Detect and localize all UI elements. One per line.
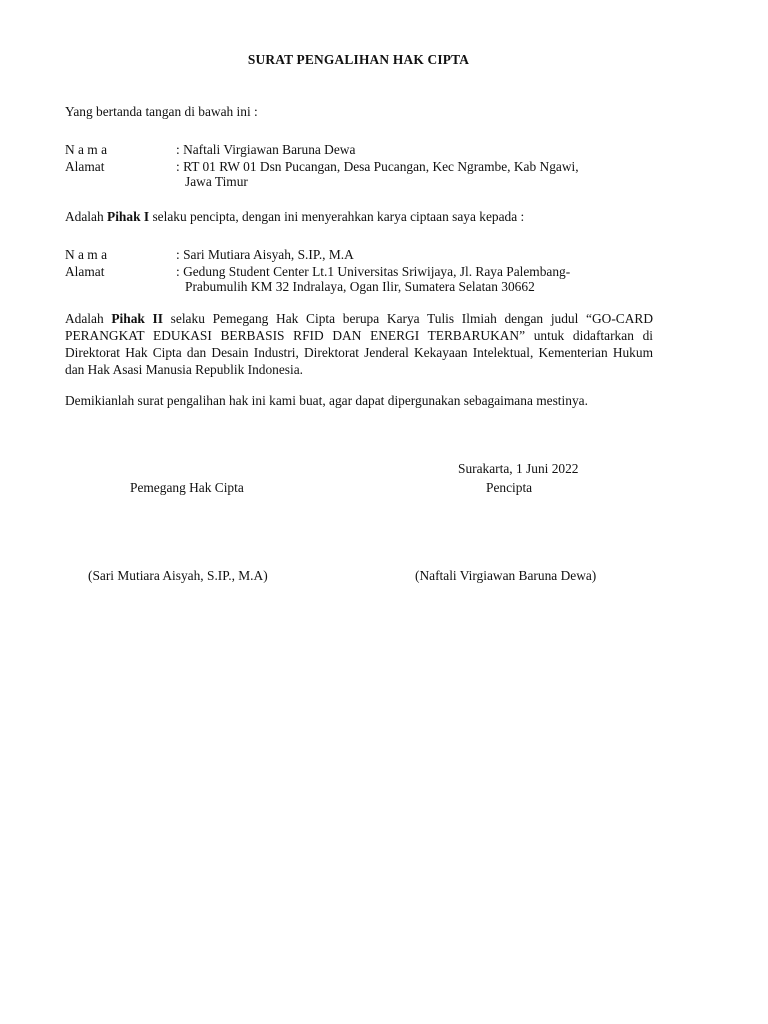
pihak2-nama-label: N a m a: [65, 247, 108, 262]
pihak1-paragraph-bold: Pihak I: [107, 209, 150, 224]
pihak2-paragraph-prefix: Adalah: [65, 311, 112, 326]
pihak2-paragraph-bold: Pihak II: [111, 311, 163, 326]
place-date: Surakarta, 1 Juni 2022: [458, 461, 579, 476]
pihak1-alamat-line1: : RT 01 RW 01 Dsn Pucangan, Desa Pucangan, Kec Ngrambe, Kab Ngawi,: [176, 159, 579, 174]
pihak2-paragraph-suffix: selaku Pemegang Hak Cipta berupa Karya Tulis Ilmiah dengan judul “GO-CARD PERANGKAT EDUKASI BERBASIS RFID DAN ENERGI TERBARUKAN” untuk didaftarkan di Direktorat Hak Cipta dan Desain Industri, Direktorat Jenderal Kekayaan Intelektual, Kementerian Hukum dan Hak Asasi Manusia Republik Indonesia.: [65, 311, 653, 377]
pihak1-alamat-label: Alamat: [65, 159, 105, 174]
right-signatory-role: Pencipta: [486, 480, 533, 495]
pihak2-nama-value: : Sari Mutiara Aisyah, S.IP., M.A: [176, 247, 354, 262]
pihak2-alamat-label: Alamat: [65, 264, 105, 279]
pihak2-alamat-line2: Prabumulih KM 32 Indralaya, Ogan Ilir, Sumatera Selatan 30662: [185, 279, 535, 294]
pihak1-paragraph-prefix: Adalah: [65, 209, 108, 224]
right-signatory-name: (Naftali Virgiawan Baruna Dewa): [415, 568, 597, 583]
intro-text: Yang bertanda tangan di bawah ini :: [65, 104, 258, 119]
pihak1-paragraph-suffix: selaku pencipta, dengan ini menyerahkan karya ciptaan saya kepada :: [149, 209, 525, 224]
pihak2-paragraph: [65, 310, 653, 378]
pihak1-nama-value: : Naftali Virgiawan Baruna Dewa: [176, 142, 356, 157]
closing-paragraph: Demikianlah surat pengalihan hak ini kami buat, agar dapat dipergunakan sebagaimana mestinya.: [65, 393, 588, 408]
pihak1-nama-label: N a m a: [65, 142, 108, 157]
document-title: SURAT PENGALIHAN HAK CIPTA: [247, 52, 470, 67]
pihak1-alamat-line2: Jawa Timur: [185, 174, 248, 189]
left-signatory-role: Pemegang Hak Cipta: [130, 480, 244, 495]
left-signatory-name: (Sari Mutiara Aisyah, S.IP., M.A): [88, 568, 268, 583]
pihak1-paragraph: [65, 208, 524, 225]
pihak2-alamat-line1: : Gedung Student Center Lt.1 Universitas Sriwijaya, Jl. Raya Palembang-: [176, 264, 571, 279]
